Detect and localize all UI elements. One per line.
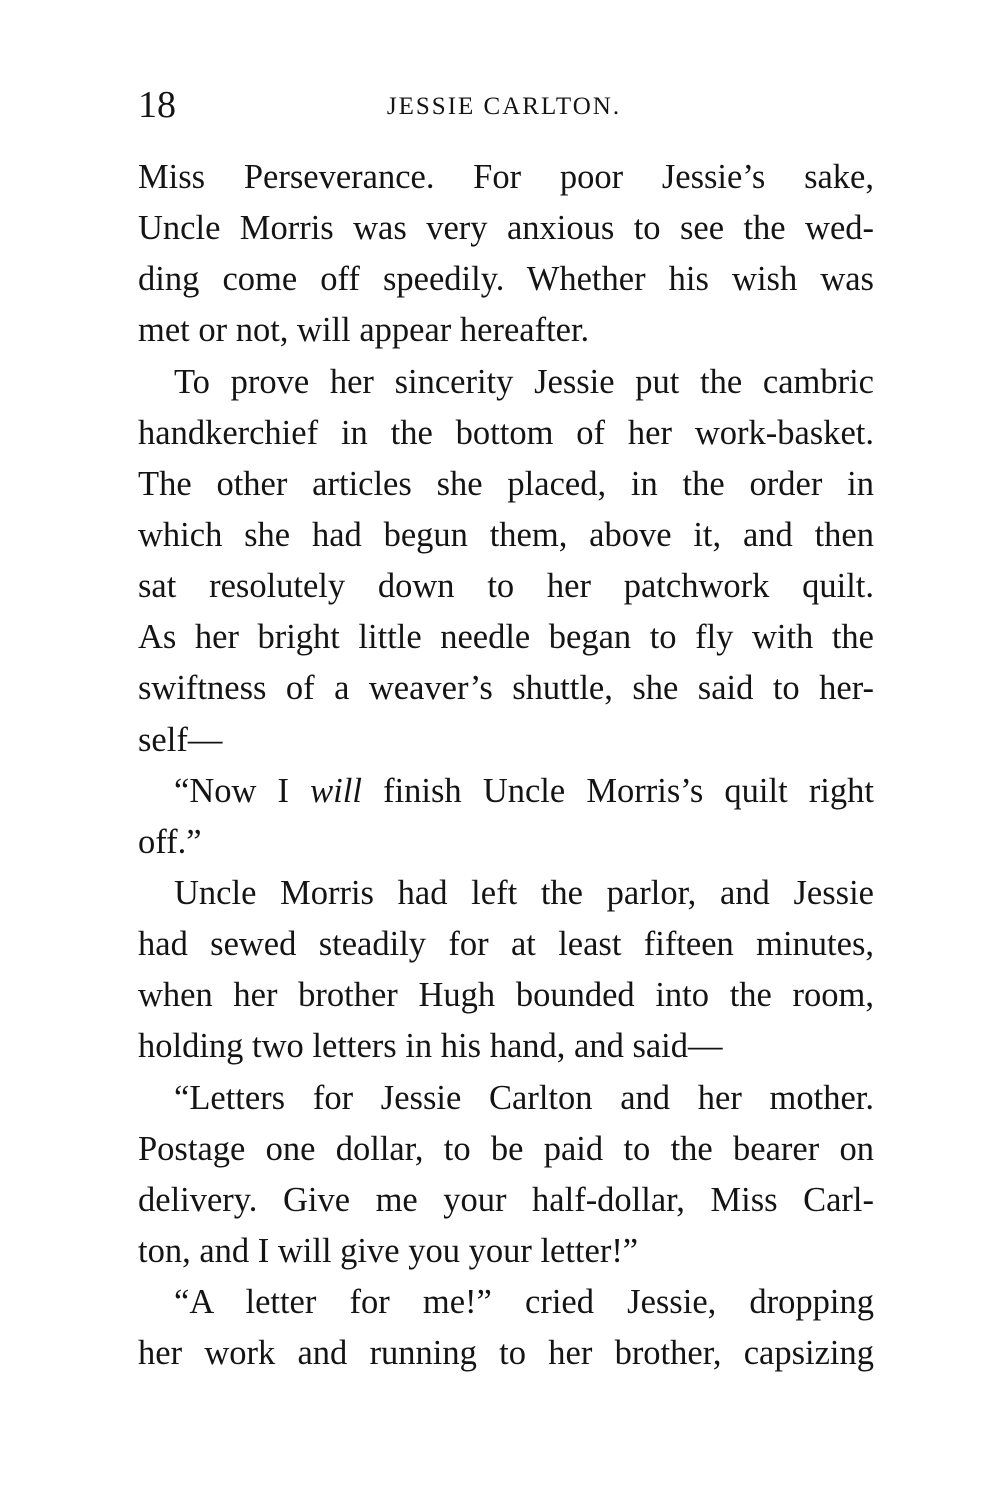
text-line: As her bright little needle began to fly with the (138, 618, 874, 657)
text-line: met or not, will appear hereafter. (138, 311, 590, 350)
text-line: sat resolutely down to her patchwork quilt. (138, 567, 874, 606)
text-line: Uncle Morris had left the parlor, and Jessie (174, 873, 874, 912)
text-line: The other articles she placed, in the order in (138, 464, 874, 503)
text-line: To prove her sincerity Jessie put the cambric (174, 362, 874, 401)
text-line: handkerchief in the bottom of her work-basket. (138, 413, 874, 452)
text-line: Uncle Morris was very anxious to see the wed- (138, 209, 874, 248)
text-line: ding come off speedily. Whether his wish was (138, 260, 874, 299)
text-line: Postage one dollar, to be paid to the bearer on (138, 1129, 874, 1168)
text-line: off.” (138, 822, 202, 861)
page-number: 18 (138, 84, 176, 126)
text-line: when her brother Hugh bounded into the room, (138, 976, 874, 1015)
text-segment: “Now I (174, 771, 311, 810)
text-line: had sewed steadily for at least fifteen minutes, (138, 925, 874, 964)
text-line: Miss Perseverance. For poor Jessie’s sake, (138, 158, 874, 196)
text-line (138, 766, 874, 817)
page-header (138, 80, 870, 130)
body-text (138, 152, 874, 1379)
text-line: swiftness of a weaver’s shuttle, she said to her- (138, 669, 874, 708)
text-line: her work and running to her brother, capsizing (138, 1334, 874, 1373)
text-line: which she had begun them, above it, and then (138, 515, 874, 554)
text-line: delivery. Give me your half-dollar, Miss Carl- (138, 1180, 874, 1219)
text-line: ton, and I will give you your letter!” (138, 1231, 639, 1270)
text-line: “Letters for Jessie Carlton and her mother. (174, 1078, 874, 1117)
running-title: JESSIE CARLTON. (386, 93, 622, 120)
text-line: holding two letters in his hand, and said— (138, 1027, 723, 1066)
text-segment: finish Uncle Morris’s quilt right (361, 771, 874, 810)
text-line: “A letter for me!” cried Jessie, dropping (174, 1283, 874, 1322)
text-line: self— (138, 720, 223, 759)
emphasized-word: will (310, 771, 362, 810)
